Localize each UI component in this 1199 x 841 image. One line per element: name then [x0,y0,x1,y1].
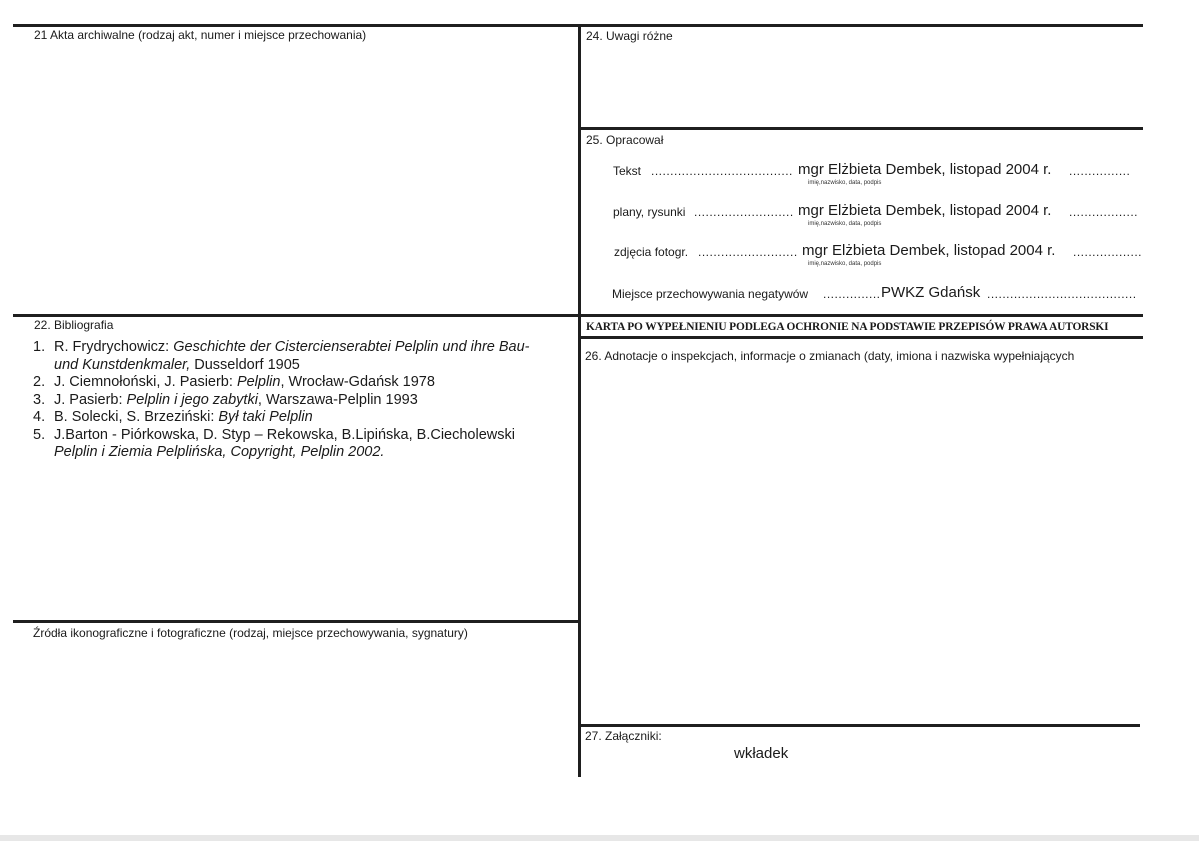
row-zdjecia-sub: imię,nazwisko, data, podpis [808,261,882,267]
uwagi-label: 24. Uwagi różne [586,29,673,43]
row-plany-trail [1069,205,1137,219]
bibliography-item: 2. J. Ciemnołoński, J. Pasierb: Pelplin, Wrocław-Gdańsk 1978 [33,374,435,390]
rule-22-zrodla [13,620,580,623]
bibliography-item: 4. B. Solecki, S. Brzeziński: Był taki Pelplin [33,409,313,425]
akta-label: 21 Akta archiwalne (rodzaj akt, numer i miejsce przechowania) [34,28,367,42]
row-tekst-value: mgr Elżbieta Dembek, listopad 2004 r. [798,161,1052,178]
row-zdjecia-value: mgr Elżbieta Dembek, listopad 2004 r. [802,242,1056,259]
bibliography-item: 1. R. Frydrychowicz: Geschichte der Cistercienserabtei Pelplin und ihre Bau- und Kunstdenkmaler, Dusseldorf 1905 [33,339,530,373]
row-tekst-label: Tekst [613,164,642,178]
row-plany-sub: imię,nazwisko, data, podpis [808,221,882,227]
rule-24-25 [580,127,1143,130]
row-plany-label: plany, rysunki [613,205,686,219]
bibliografia-label: 22. Bibliografia [34,318,114,332]
row-plany-value: mgr Elżbieta Dembek, listopad 2004 r. [798,202,1052,219]
bibliography-list [33,339,578,462]
rule-25-legal [580,314,1143,317]
negatives-label: Miejsce przechowywania negatywów [612,287,809,301]
rule-26-27 [580,724,1140,727]
negatives-value: PWKZ Gdańsk [881,284,981,301]
paper-edge [0,835,1199,841]
negatives-leader [823,287,879,301]
bibliography-item: 3. J. Pasierb: Pelplin i jego zabytki, Warszawa-Pelplin 1993 [33,391,418,408]
row-tekst-sub: imię,nazwisko, data, podpis [808,180,882,186]
adnotacje-label: 26. Adnotacje o inspekcjach, informacje o zmianach (daty, imiona i nazwiska wypełniających [585,349,1075,363]
legal-note: KARTA PO WYPEŁNIENIU PODLEGA OCHRONIE NA PODSTAWIE PRZEPISÓW PRAWA AUTORSKI [586,321,1109,333]
opracowal-label: 25. Opracował [586,133,664,147]
row-zdjecia-leader [698,245,797,259]
bibliography-item: 5. J.Barton - Piórkowska, D. Styp – Rekowska, B.Lipińska, B.Ciecholewski Pelplin i Ziemia Pelplińska, Copyright, Pelplin 2002. [33,426,515,460]
rule-legal-26 [580,336,1143,339]
rule-21-22 [13,314,580,317]
center-divider [578,24,581,777]
row-plany-leader [694,205,793,219]
row-tekst-trail [1069,164,1131,178]
negatives-trail [987,287,1137,301]
zalaczniki-value: wkładek [734,745,789,762]
zalaczniki-label: 27. Załączniki: [585,729,662,743]
zrodla-label: Źródła ikonograficzne i fotograficzne (rodzaj, miejsce przechowywania, sygnatury) [33,626,468,640]
row-zdjecia-trail [1073,245,1143,259]
row-zdjecia-label: zdjęcia fotogr. [614,245,689,259]
row-tekst-leader [651,164,793,178]
